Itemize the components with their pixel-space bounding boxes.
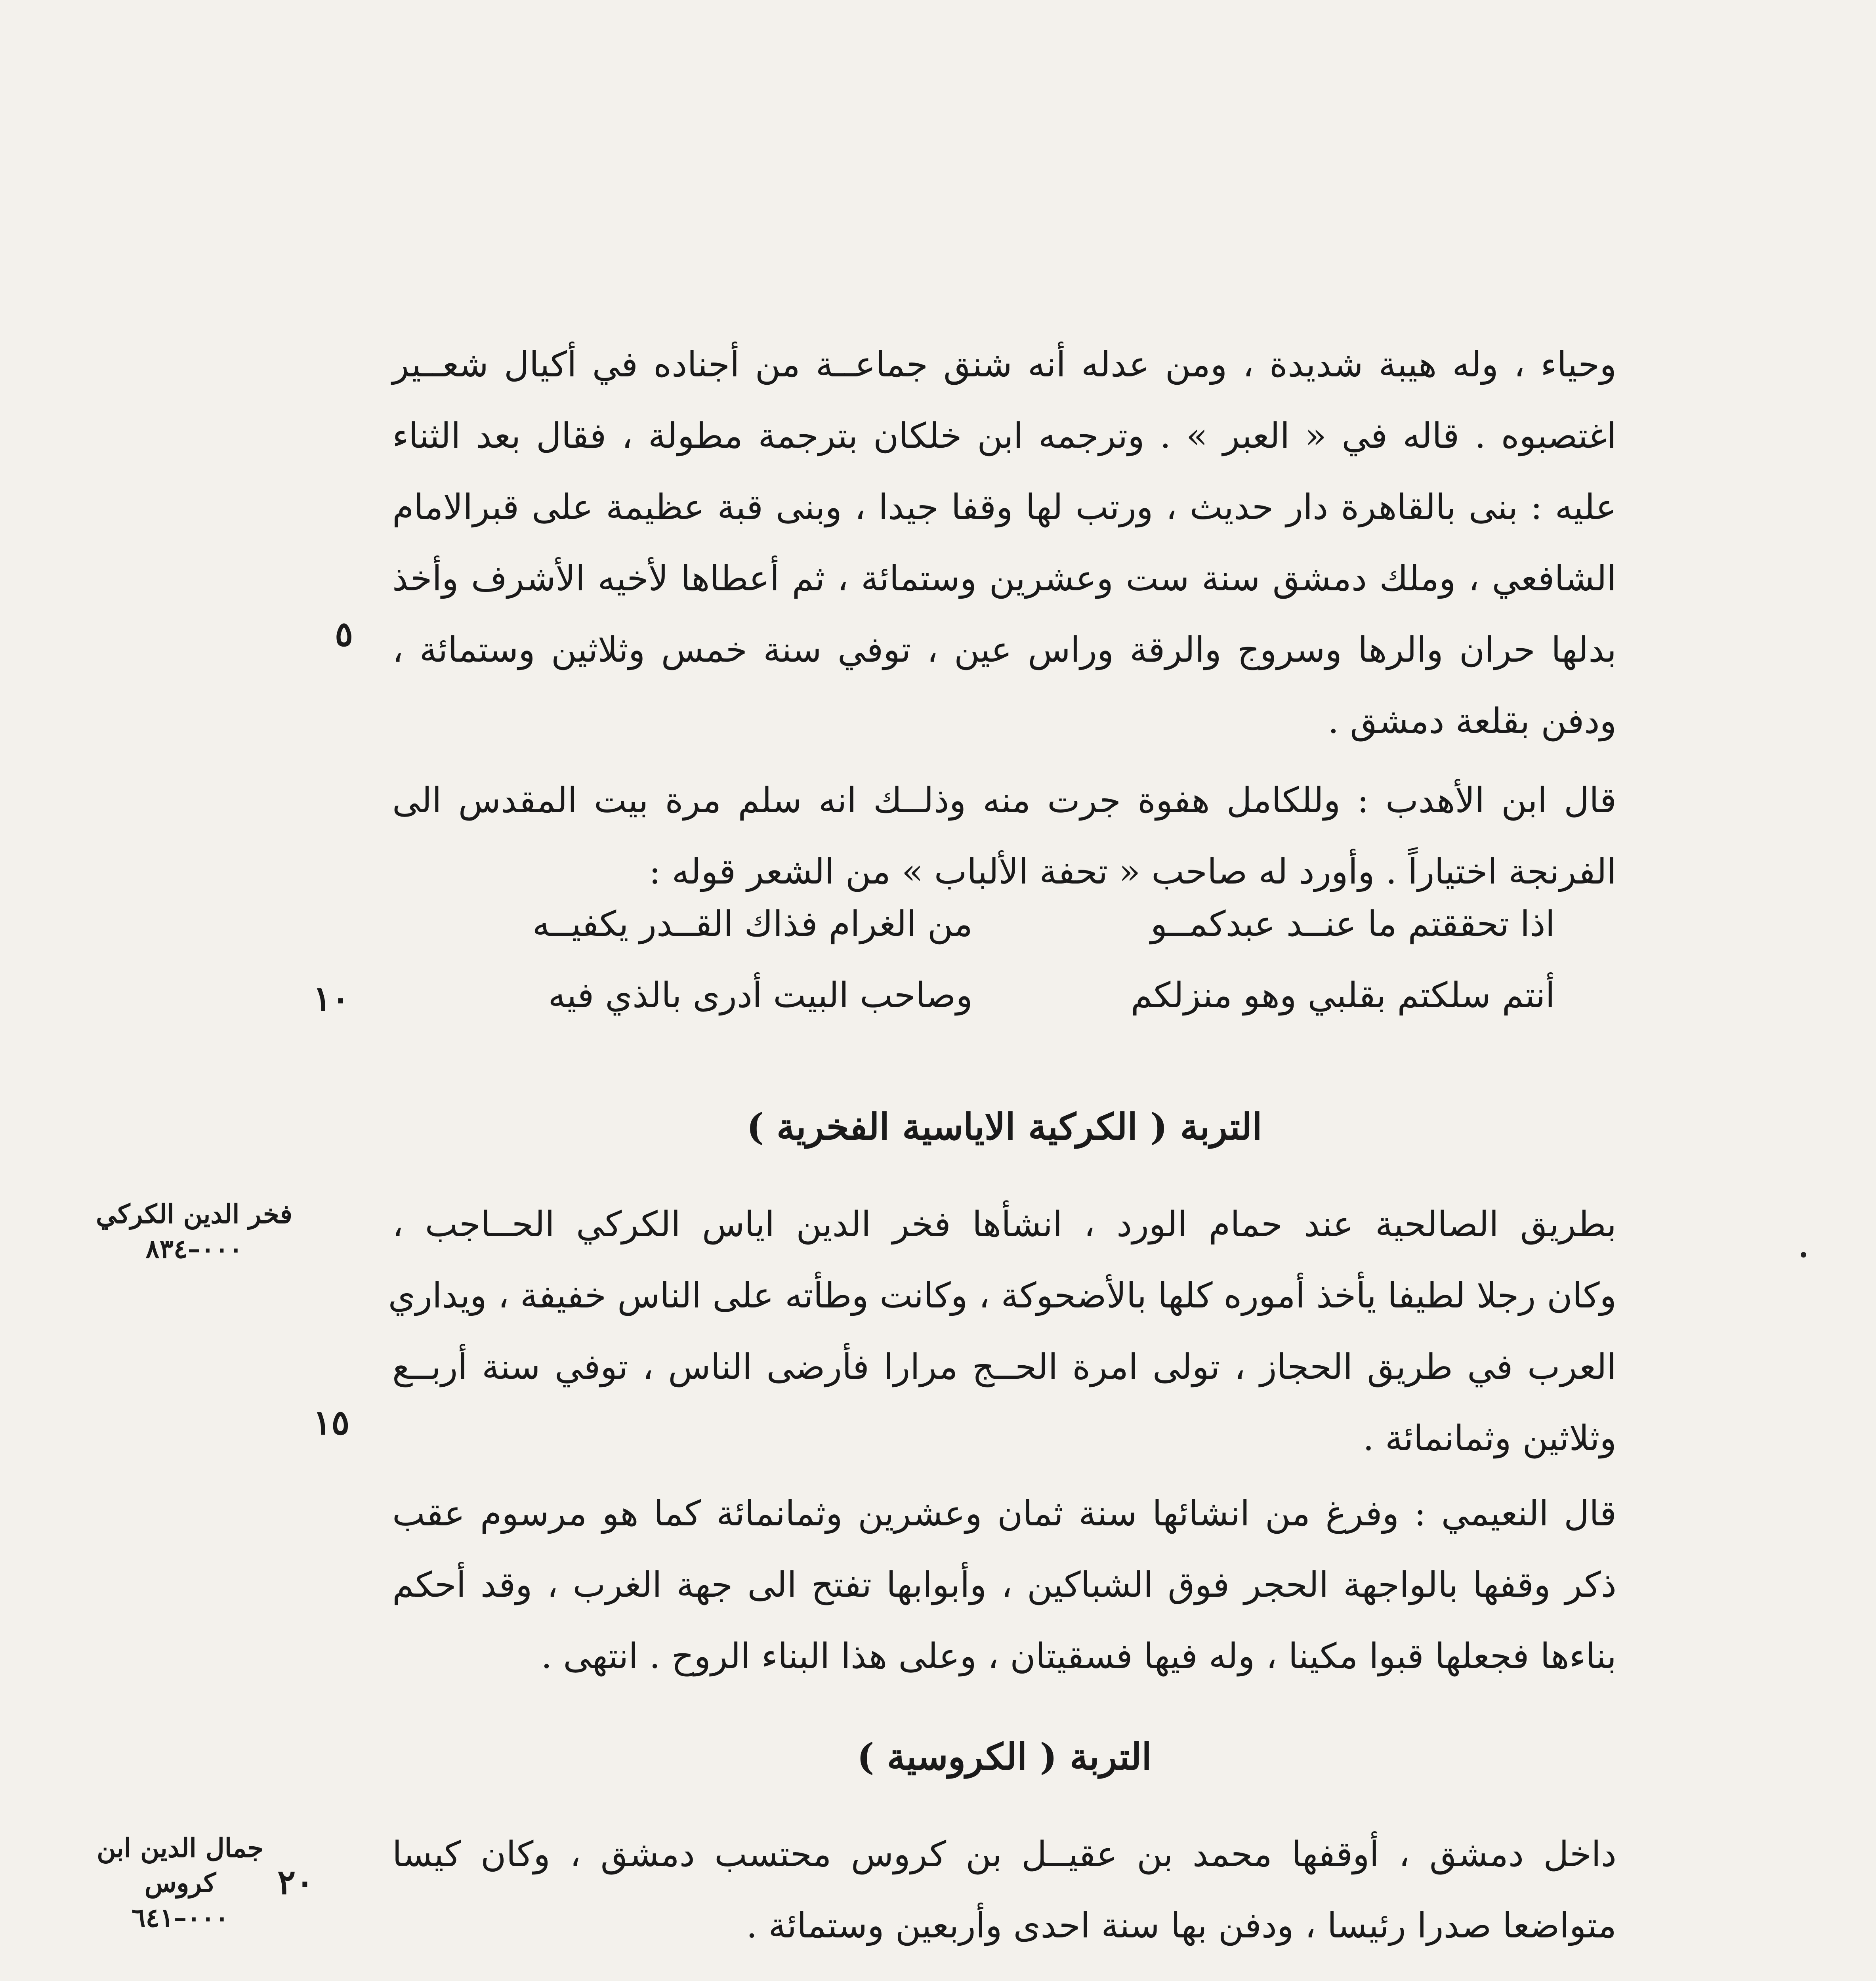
text-line: اغتصبوه . قاله في « العبر » . وترجمه ابن خلكان بترجمة مطولة ، فقال بعد الثناء xyxy=(392,415,1616,456)
paragraph-intro xyxy=(392,329,1616,757)
paragraph-nuaymi xyxy=(392,1478,1616,1692)
text-line: بدلها حران والرها وسروج والرقة وراس عين ، توفي سنة خمس وثلاثين وستمائة ، xyxy=(392,629,1616,670)
text-line: الشافعي ، وملك دمشق سنة ست وعشرين وستمائة ، ثم أعطاها لأخيه الأشرف وأخذ xyxy=(392,558,1616,599)
section-heading: التربة ( الكروسية ) xyxy=(857,1735,1152,1778)
text-line: داخل دمشق ، أوقفها محمد بن عقيــل بن كروس محتسب دمشق ، وكان كيسا xyxy=(392,1834,1616,1874)
paragraph-karakiya xyxy=(388,1189,1616,1474)
text-line: بناءها فجعلها قبوا مكينا ، وله فيها فسقيتان ، وعلى هذا البناء الروح . انتهى . xyxy=(541,1636,1616,1676)
speck xyxy=(1801,1252,1806,1258)
text-line: بطريق الصالحية عند حمام الورد ، انشأها فخر الدين اياس الكركي الحــاجب ، xyxy=(392,1204,1616,1244)
line-number: ١٠ xyxy=(313,979,350,1019)
verse-hemistich: أنتم سلكتم بقلبي وهو منزلكم xyxy=(1130,975,1555,1015)
line-number: ٥ xyxy=(335,614,353,654)
margin-note xyxy=(91,1830,269,1935)
margin-note xyxy=(91,1197,297,1266)
paragraph-ibn-ahdab xyxy=(392,765,1616,907)
text-line: متواضعا صدرا رئيسا ، ودفن بها سنة احدى وأربعين وستمائة . xyxy=(746,1905,1616,1946)
margin-note-line: ٠٠٠–٦٤١ xyxy=(132,1902,229,1933)
section-heading: التربة ( الكركية الاياسية الفخرية ) xyxy=(746,1105,1262,1148)
verse-hemistich: وصاحب البيت أدرى بالذي فيه xyxy=(548,975,973,1015)
text-line: العرب في طريق الحجاز ، تولى امرة الحــج مرارا فأرضى الناس ، توفي سنة أربــع xyxy=(392,1346,1616,1387)
text-line: الفرنجة اختياراً . وأورد له صاحب « تحفة الألباب » من الشعر قوله : xyxy=(649,851,1616,892)
verse-hemistich: اذا تحققتم ما عنــد عبدكمــو xyxy=(1150,903,1555,944)
line-number: ٢٠ xyxy=(277,1862,314,1902)
text-line: وحياء ، وله هيبة شديدة ، ومن عدله أنه شنق جماعــة من أجناده في أكيال شعــير xyxy=(392,344,1616,385)
text-line: ودفن بقلعة دمشق . xyxy=(1328,700,1616,741)
text-line: قال النعيمي : وفرغ من انشائها سنة ثمان وعشرين وثمانمائة كما هو مرسوم عقب xyxy=(392,1493,1616,1534)
text-line: وثلاثين وثمانمائة . xyxy=(1363,1418,1616,1458)
text-line: ذكر وقفها بالواجهة الحجر فوق الشباكين ، وأبوابها تفتح الى جهة الغرب ، وقد أحكم xyxy=(392,1564,1616,1605)
margin-note-line: فخر الدين الكركي xyxy=(96,1199,292,1229)
line-number: ١٥ xyxy=(313,1403,350,1443)
margin-note-line: كروس xyxy=(144,1867,216,1898)
text-line: قال ابن الأهدب : وللكامل هفوة جرت منه وذلــك انه سلم مرة بيت المقدس الى xyxy=(392,780,1616,821)
margin-note-line: ٠٠٠–٨٣٤ xyxy=(145,1233,243,1264)
margin-note-line: جمال الدين ابن xyxy=(97,1832,264,1863)
text-line: وكان رجلا لطيفا يأخذ أموره كلها بالأضحوكة ، وكانت وطأته على الناس خفيفة ، ويداري xyxy=(388,1275,1616,1316)
text-line: عليه : بنى بالقاهرة دار حديث ، ورتب لها وقفا جيدا ، وبنى قبة عظيمة على قبرالامام xyxy=(392,487,1616,527)
verse-hemistich: من الغرام فذاك القــدر يكفيــه xyxy=(532,903,973,944)
paragraph-karusiya xyxy=(392,1819,1616,1961)
